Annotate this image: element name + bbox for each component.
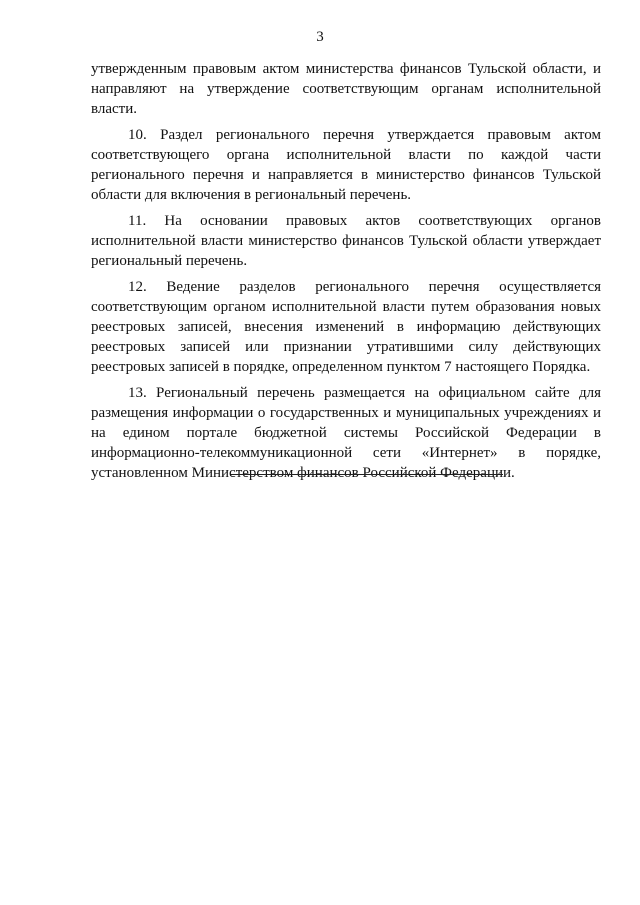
page-number: 3 [316,29,324,45]
document-body [91,59,601,489]
paragraph-continuation: утвержденным правовым актом министерства финансов Тульской области, и направляют на утверждение соответствующим органам исполнительной власти. [91,61,601,117]
paragraph-item-10: 10. Раздел регионального перечня утверждается правовым актом соответствующего органа исполнительной власти по каждой части регионального перечня и направляется в министерство финансов Тульской области для включения в региональный перечень. [91,127,601,203]
paragraph-item-11: 11. На основании правовых актов соответствующих органов исполнительной власти министерство финансов Тульской области утверждает региональный перечень. [91,213,601,269]
end-separator-line [231,474,503,475]
paragraph-item-13: 13. Региональный перечень размещается на официальном сайте для размещения информации о государственных и муниципальных учреждениях и на едином портале бюджетной системы Российской Федерации в информационно-телекоммуникационной сети «Интернет» в порядке, установленном Министерством финансов Российской Федерации. [91,385,601,481]
paragraph-item-12: 12. Ведение разделов регионального перечня осуществляется соответствующим органом исполнительной власти путем образования новых реестровых записей, внесения изменений в информацию действующих реестровых записей или признании утратившими силу действующих реестровых записей в порядке, определенном пунктом 7 настоящего Порядка. [91,279,601,375]
